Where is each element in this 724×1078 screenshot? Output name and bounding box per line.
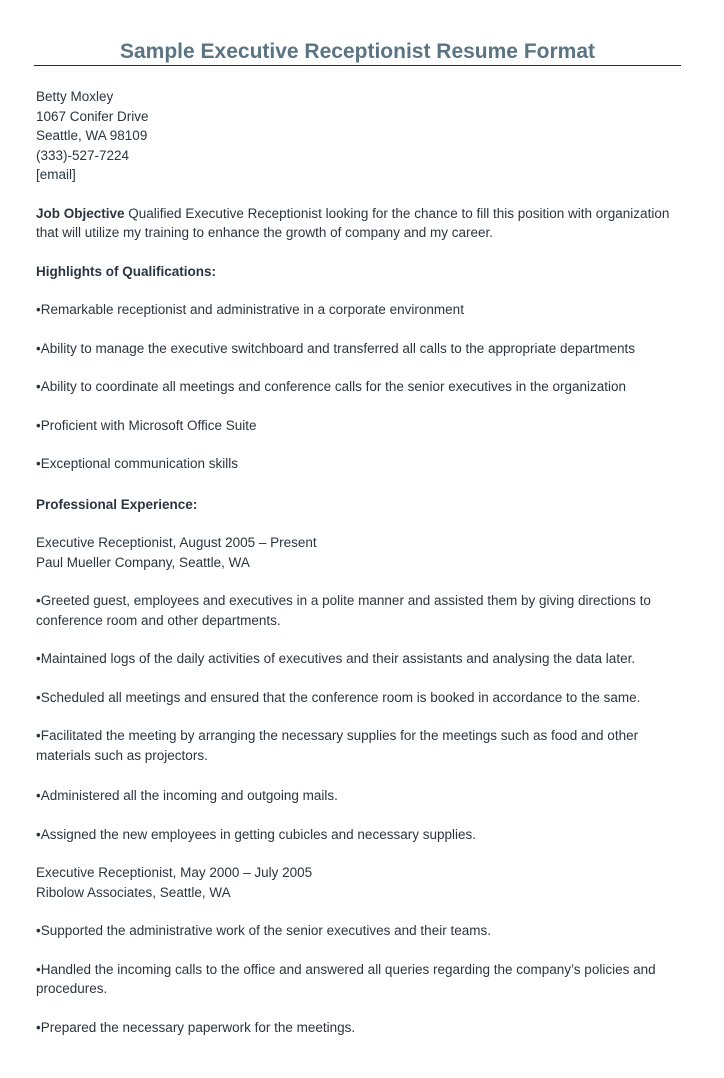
- job-title: Executive Receptionist, May 2000 – July 2005: [36, 865, 313, 880]
- job-company: Paul Mueller Company, Seattle, WA: [36, 554, 250, 570]
- job-duty-item: •Supported the administrative work of the senior executives and their teams.: [36, 923, 491, 938]
- contact-phone: (333)-527-7224: [36, 147, 130, 163]
- highlight-item: •Proficient with Microsoft Office Suite: [36, 417, 257, 433]
- highlights-heading-text: Highlights of Qualifications:: [36, 263, 216, 279]
- highlight-item: •Exceptional communication skills: [36, 456, 239, 471]
- experience-heading-text: Professional Experience:: [36, 496, 198, 512]
- objective-paragraph: [36, 204, 681, 243]
- contact-street: 1067 Conifer Drive: [36, 108, 149, 124]
- job-duty-item: •Scheduled all meetings and ensured that the conference room is booked in accordance to the same.: [36, 689, 641, 705]
- job-duty-item: •Prepared the necessary paperwork for the meetings.: [36, 1019, 356, 1035]
- contact-name: Betty Moxley: [36, 89, 114, 104]
- job-duty-item: •Administered all the incoming and outgoing mails.: [36, 788, 338, 803]
- highlight-item: •Ability to manage the executive switchboard and transferred all calls to the appropriate departments: [36, 340, 636, 356]
- experience-heading: [36, 495, 681, 515]
- contact-block: [36, 87, 681, 185]
- highlights-heading: [36, 262, 681, 282]
- job-duty-item: •Greeted guest, employees and executives in a polite manner and assisted them by giving directions to conference room and other departments.: [36, 593, 651, 628]
- objective-text: Qualified Executive Receptionist looking for the chance to fill this position with organization that will utilize my training to enhance the growth of company and my career.: [36, 205, 670, 240]
- resume-body: [36, 87, 681, 1037]
- job-title: Executive Receptionist, August 2005 – Present: [36, 535, 317, 550]
- job-duty-item: •Handled the incoming calls to the office and answered all queries regarding the company’s policies and procedures.: [36, 961, 656, 996]
- job-duty-item: •Assigned the new employees in getting cubicles and necessary supplies.: [36, 826, 476, 842]
- contact-email: [email]: [36, 167, 76, 182]
- objective-label: Job Objective: [36, 205, 125, 221]
- contact-city: Seattle, WA 98109: [36, 128, 148, 143]
- page-title: Sample Executive Receptionist Resume Format: [120, 40, 595, 63]
- highlight-item: •Ability to coordinate all meetings and conference calls for the senior executives in the organization: [36, 379, 627, 394]
- job-duty-item: •Facilitated the meeting by arranging the necessary supplies for the meetings such as food and other materials such as projectors.: [36, 728, 639, 763]
- highlight-item: •Remarkable receptionist and administrative in a corporate environment: [36, 302, 464, 317]
- job-company: Ribolow Associates, Seattle, WA: [36, 884, 231, 900]
- job-duty-item: •Maintained logs of the daily activities of executives and their assistants and analysing the data later.: [36, 651, 636, 666]
- title-divider: [34, 65, 681, 66]
